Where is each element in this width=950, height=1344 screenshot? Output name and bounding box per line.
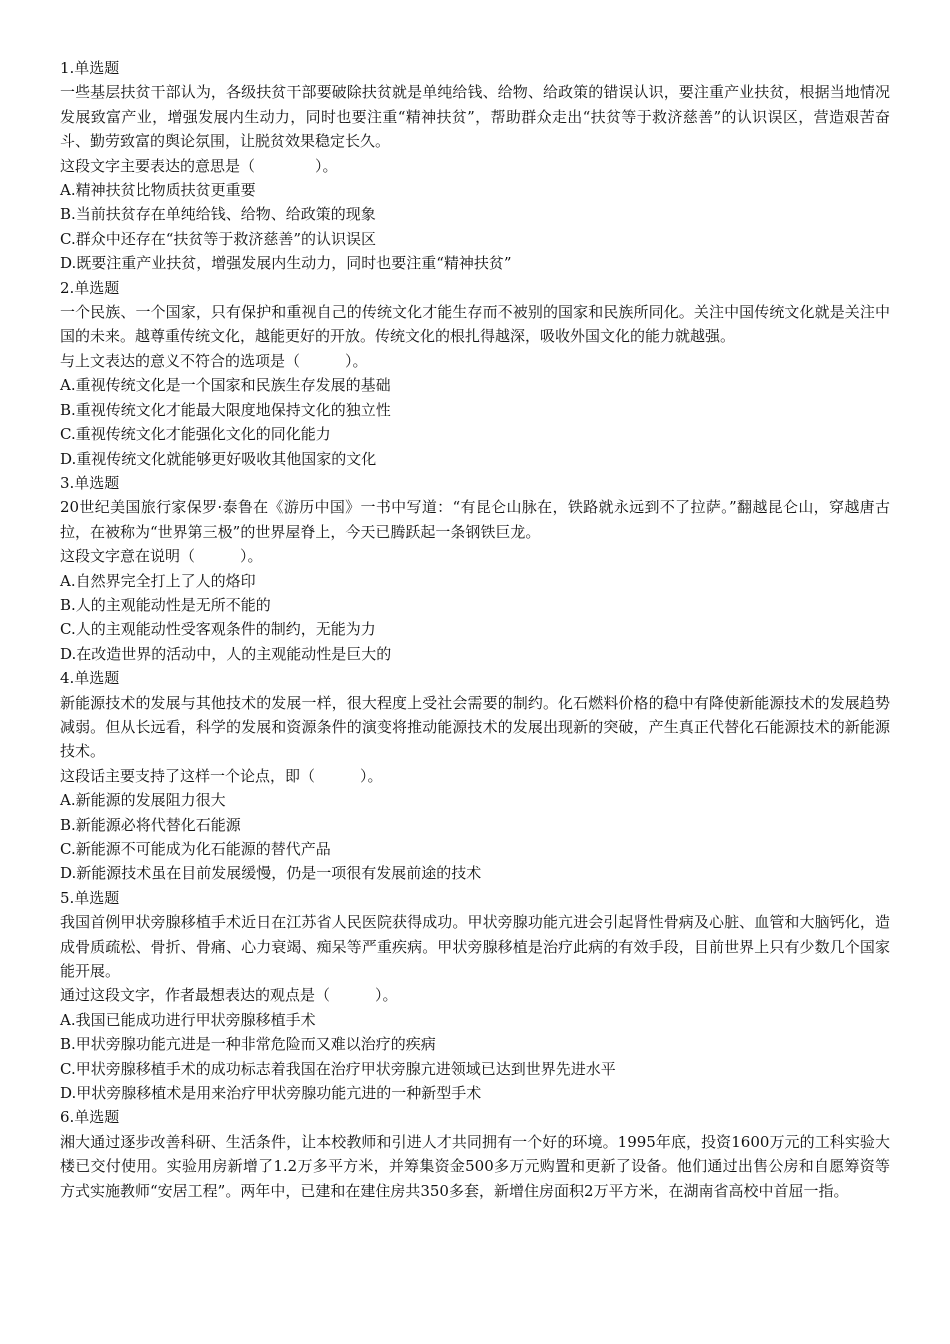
option-b: B.当前扶贫存在单纯给钱、给物、给政策的现象 (60, 205, 376, 224)
question-1 (60, 56, 890, 276)
question-stem: 通过这段文字，作者最想表达的观点是（ ）。 (60, 986, 398, 1005)
option-d: D.甲状旁腺移植术是用来治疗甲状旁腺功能亢进的一种新型手术 (60, 1084, 482, 1103)
option-a: A.新能源的发展阻力很大 (60, 791, 226, 810)
question-3 (60, 471, 890, 666)
question-stem: 与上文表达的意义不符合的选项是（ ）。 (60, 351, 368, 370)
option-b: B.新能源必将代替化石能源 (60, 815, 241, 834)
question-passage: 我国首例甲状旁腺移植手术近日在江苏省人民医院获得成功。甲状旁腺功能亢进会引起肾性骨病及心脏、血管和大脑钙化，造成骨质疏松、骨折、骨痛、心力衰竭、痴呆等严重疾病。甲状旁腺移植是治疗此病的有效手段，目前世界上只有少数几个国家能开展。 (60, 913, 890, 981)
question-2 (60, 276, 890, 471)
question-header: 5.单选题 (60, 888, 120, 907)
option-a: A.重视传统文化是一个国家和民族生存发展的基础 (60, 376, 391, 395)
question-passage: 20世纪美国旅行家保罗·泰鲁在《游历中国》一书中写道：“有昆仑山脉在，铁路就永远到不了拉萨。”翻越昆仑山，穿越唐古拉，在被称为“世界第三极”的世界屋脊上，今天已腾跃起一条钢铁巨龙。 (60, 498, 890, 541)
question-passage: 新能源技术的发展与其他技术的发展一样，很大程度上受社会需要的制约。化石燃料价格的稳中有降使新能源技术的发展趋势减弱。但从长远看，科学的发展和资源条件的演变将推动能源技术的发展出现新的突破，产生真正代替化石能源技术的新能源技术。 (60, 693, 890, 761)
question-header: 2.单选题 (60, 278, 120, 297)
question-stem: 这段文字主要表达的意思是（ ）。 (60, 156, 338, 175)
question-6 (60, 1105, 890, 1203)
document-page (60, 56, 890, 1203)
option-c: C.新能源不可能成为化石能源的替代产品 (60, 840, 331, 858)
option-b: B.重视传统文化才能最大限度地保持文化的独立性 (60, 400, 391, 419)
option-a: A.我国已能成功进行甲状旁腺移植手术 (60, 1010, 316, 1029)
option-a: A.精神扶贫比物质扶贫更重要 (60, 181, 256, 200)
question-5 (60, 886, 890, 1106)
question-passage: 一些基层扶贫干部认为，各级扶贫干部要破除扶贫就是单纯给钱、给物、给政策的错误认识，要注重产业扶贫，根据当地情况发展致富产业，增强发展内生动力，同时也要注重“精神扶贫”，帮助群众走出“扶贫等于救济慈善”的认识误区，营造艰苦奋斗、勤劳致富的舆论氛围，让脱贫效果稳定长久。 (60, 83, 890, 151)
option-d: D.在改造世界的活动中，人的主观能动性是巨大的 (60, 644, 392, 663)
question-header: 6.单选题 (60, 1108, 120, 1127)
question-passage: 湘大通过逐步改善科研、生活条件，让本校教师和引进人才共同拥有一个好的环境。1995年底，投资1600万元的工科实验大楼已交付使用。实验用房新增了1.2万多平方米，并筹集资金500多万元购置和更新了设备。他们通过出售公房和自愿筹资等方式实施教师“安居工程”。两年中，已建和在建住房共350多套，新增住房面积2万平方米，在湖南省高校中首屈一指。 (60, 1132, 890, 1200)
question-header: 4.单选题 (60, 669, 120, 688)
question-header: 3.单选题 (60, 473, 120, 492)
option-c: C.群众中还存在“扶贫等于救济慈善”的认识误区 (60, 229, 377, 248)
question-stem: 这段话主要支持了这样一个论点，即（ ）。 (60, 766, 383, 785)
question-4 (60, 666, 890, 886)
question-stem: 这段文字意在说明（ ）。 (60, 547, 263, 566)
option-b: B.人的主观能动性是无所不能的 (60, 595, 271, 614)
option-c: C.重视传统文化才能强化文化的同化能力 (60, 425, 331, 444)
option-d: D.既要注重产业扶贫，增强发展内生动力，同时也要注重“精神扶贫” (60, 254, 512, 273)
option-c: C.甲状旁腺移植手术的成功标志着我国在治疗甲状旁腺亢进领域已达到世界先进水平 (60, 1059, 616, 1078)
question-header: 1.单选题 (60, 59, 120, 77)
option-c: C.人的主观能动性受客观条件的制约，无能为力 (60, 620, 376, 639)
option-d: D.新能源技术虽在目前发展缓慢，仍是一项很有发展前途的技术 (60, 864, 482, 883)
option-d: D.重视传统文化就能够更好吸收其他国家的文化 (60, 449, 377, 468)
option-a: A.自然界完全打上了人的烙印 (60, 571, 256, 590)
question-passage: 一个民族、一个国家，只有保护和重视自己的传统文化才能生存而不被别的国家和民族所同化。关注中国传统文化就是关注中国的未来。越尊重传统文化，越能更好的开放。传统文化的根扎得越深，吸收外国文化的能力就越强。 (60, 303, 890, 346)
option-b: B.甲状旁腺功能亢进是一种非常危险而又难以治疗的疾病 (60, 1035, 436, 1054)
